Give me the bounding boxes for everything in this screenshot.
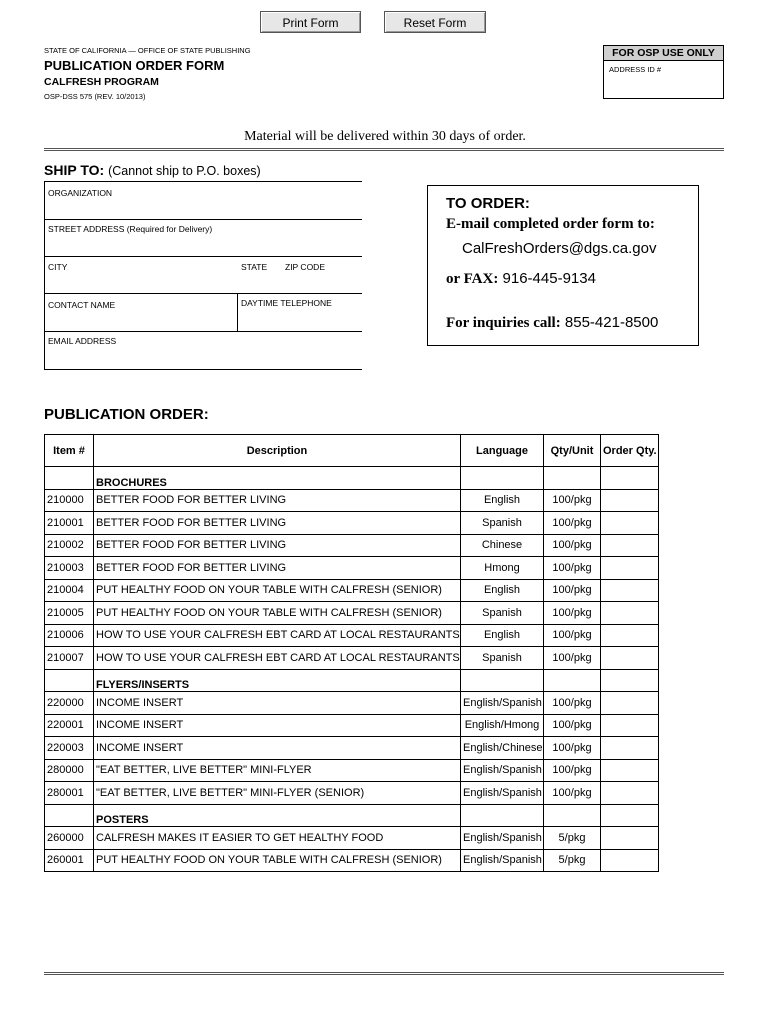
item-language: Chinese xyxy=(461,534,544,557)
item-qty-unit: 100/pkg xyxy=(544,714,601,737)
order-qty-input[interactable] xyxy=(601,849,659,872)
osp-use-box xyxy=(603,45,724,99)
item-description: INCOME INSERT xyxy=(94,714,461,737)
city-line xyxy=(44,293,362,294)
item-language: Hmong xyxy=(461,557,544,580)
item-language: English/Spanish xyxy=(461,849,544,872)
zip-code-field[interactable]: ZIP CODE xyxy=(285,262,325,272)
item-language: English xyxy=(461,624,544,647)
item-number: 210007 xyxy=(45,647,94,670)
item-language: English/Spanish xyxy=(461,759,544,782)
table-row xyxy=(45,827,659,850)
col-description: Description xyxy=(94,435,461,467)
item-qty-unit: 100/pkg xyxy=(544,602,601,625)
order-qty-input[interactable] xyxy=(601,827,659,850)
table-row xyxy=(45,782,659,805)
city-field[interactable]: CITY xyxy=(48,262,68,272)
order-qty-input[interactable] xyxy=(601,647,659,670)
col-language: Language xyxy=(461,435,544,467)
reset-form-button[interactable]: Reset Form xyxy=(384,11,486,33)
item-description: PUT HEALTHY FOOD ON YOUR TABLE WITH CALFRESH (SENIOR) xyxy=(94,602,461,625)
fax-label: or FAX: xyxy=(446,271,499,287)
fax-line xyxy=(446,270,596,288)
order-qty-input[interactable] xyxy=(601,759,659,782)
item-language: Spanish xyxy=(461,602,544,625)
item-number: 210001 xyxy=(45,512,94,535)
item-qty-unit: 100/pkg xyxy=(544,692,601,715)
order-qty-input[interactable] xyxy=(601,624,659,647)
table-row xyxy=(45,849,659,872)
item-qty-unit: 100/pkg xyxy=(544,759,601,782)
item-number: 220000 xyxy=(45,692,94,715)
item-number: 220001 xyxy=(45,714,94,737)
order-qty-input[interactable] xyxy=(601,737,659,760)
inquiries-phone: 855-421-8500 xyxy=(564,314,659,331)
organization-line xyxy=(44,219,362,220)
table-row xyxy=(45,579,659,602)
item-qty-unit: 100/pkg xyxy=(544,782,601,805)
section-order-cell xyxy=(601,804,659,827)
street-address-field[interactable]: STREET ADDRESS (Required for Delivery) xyxy=(48,224,213,234)
order-qty-input[interactable] xyxy=(601,714,659,737)
item-qty-unit: 100/pkg xyxy=(544,512,601,535)
publication-table-body xyxy=(45,467,659,872)
ship-to-left-border xyxy=(44,181,45,369)
item-number: 210003 xyxy=(45,557,94,580)
item-qty-unit: 100/pkg xyxy=(544,534,601,557)
item-description: "EAT BETTER, LIVE BETTER" MINI-FLYER xyxy=(94,759,461,782)
item-number: 210002 xyxy=(45,534,94,557)
section-name: FLYERS/INSERTS xyxy=(94,669,461,692)
contact-line xyxy=(44,331,362,332)
inquiries-line xyxy=(446,314,658,332)
section-language-cell xyxy=(461,467,544,490)
fax-number: 916-445-9134 xyxy=(502,270,596,287)
order-qty-input[interactable] xyxy=(601,489,659,512)
item-language: English xyxy=(461,579,544,602)
table-row xyxy=(45,647,659,670)
item-language: Spanish xyxy=(461,512,544,535)
divider-top xyxy=(44,148,724,151)
ship-to-top-line xyxy=(44,181,362,182)
divider-bottom xyxy=(44,972,724,975)
table-row xyxy=(45,557,659,580)
table-row xyxy=(45,692,659,715)
to-order-title: TO ORDER: xyxy=(446,195,530,212)
order-qty-input[interactable] xyxy=(601,557,659,580)
osp-title: FOR OSP USE ONLY xyxy=(604,46,723,61)
item-number: 280001 xyxy=(45,782,94,805)
form-number: OSP-DSS 575 (REV. 10/2013) xyxy=(44,92,146,101)
table-row xyxy=(45,489,659,512)
table-row xyxy=(45,714,659,737)
form-title: PUBLICATION ORDER FORM xyxy=(44,58,225,73)
item-description: BETTER FOOD FOR BETTER LIVING xyxy=(94,534,461,557)
section-row xyxy=(45,804,659,827)
section-qty-cell xyxy=(544,804,601,827)
table-row xyxy=(45,624,659,647)
street-line xyxy=(44,256,362,257)
order-qty-input[interactable] xyxy=(601,512,659,535)
item-description: HOW TO USE YOUR CALFRESH EBT CARD AT LOCAL RESTAURANTS xyxy=(94,624,461,647)
section-item-cell xyxy=(45,669,94,692)
print-form-button[interactable]: Print Form xyxy=(260,11,361,33)
ship-to-note: (Cannot ship to P.O. boxes) xyxy=(108,164,261,178)
publication-table xyxy=(44,434,659,872)
section-qty-cell xyxy=(544,467,601,490)
organization-field[interactable]: ORGANIZATION xyxy=(48,188,113,198)
item-qty-unit: 5/pkg xyxy=(544,849,601,872)
email-instruction: E-mail completed order form to: xyxy=(446,216,655,232)
table-row xyxy=(45,737,659,760)
item-description: INCOME INSERT xyxy=(94,737,461,760)
table-row xyxy=(45,534,659,557)
item-description: BETTER FOOD FOR BETTER LIVING xyxy=(94,557,461,580)
section-row xyxy=(45,669,659,692)
to-order-box xyxy=(427,185,699,346)
state-field[interactable]: STATE xyxy=(241,262,268,272)
col-order-qty: Order Qty. xyxy=(601,435,659,467)
agency-line: STATE OF CALIFORNIA — OFFICE OF STATE PUBLISHING xyxy=(44,46,251,55)
table-row xyxy=(45,512,659,535)
publication-order-title: PUBLICATION ORDER: xyxy=(44,406,209,423)
order-qty-input[interactable] xyxy=(601,692,659,715)
item-description: PUT HEALTHY FOOD ON YOUR TABLE WITH CALFRESH (SENIOR) xyxy=(94,579,461,602)
item-number: 210004 xyxy=(45,579,94,602)
item-language: English/Spanish xyxy=(461,782,544,805)
section-order-cell xyxy=(601,467,659,490)
item-language: English/Chinese xyxy=(461,737,544,760)
item-language: Spanish xyxy=(461,647,544,670)
program-name: CALFRESH PROGRAM xyxy=(44,76,159,88)
item-number: 260001 xyxy=(45,849,94,872)
item-qty-unit: 100/pkg xyxy=(544,579,601,602)
item-number: 220003 xyxy=(45,737,94,760)
item-number: 260000 xyxy=(45,827,94,850)
item-qty-unit: 100/pkg xyxy=(544,489,601,512)
order-qty-input[interactable] xyxy=(601,602,659,625)
address-id-field[interactable]: ADDRESS ID # xyxy=(609,65,662,74)
phone-divider xyxy=(237,293,238,331)
section-row xyxy=(45,467,659,490)
item-description: CALFRESH MAKES IT EASIER TO GET HEALTHY FOOD xyxy=(94,827,461,850)
item-qty-unit: 100/pkg xyxy=(544,647,601,670)
item-language: English xyxy=(461,489,544,512)
item-language: English/Spanish xyxy=(461,827,544,850)
order-qty-input[interactable] xyxy=(601,782,659,805)
item-description: BETTER FOOD FOR BETTER LIVING xyxy=(94,489,461,512)
item-description: HOW TO USE YOUR CALFRESH EBT CARD AT LOCAL RESTAURANTS xyxy=(94,647,461,670)
order-email[interactable]: CalFreshOrders@dgs.ca.gov xyxy=(462,240,657,257)
item-qty-unit: 100/pkg xyxy=(544,624,601,647)
inquiries-label: For inquiries call: xyxy=(446,315,561,331)
table-row xyxy=(45,759,659,782)
order-qty-input[interactable] xyxy=(601,579,659,602)
section-language-cell xyxy=(461,804,544,827)
item-description: PUT HEALTHY FOOD ON YOUR TABLE WITH CALFRESH (SENIOR) xyxy=(94,849,461,872)
email-address-field[interactable]: EMAIL ADDRESS xyxy=(48,336,117,346)
section-order-cell xyxy=(601,669,659,692)
item-description: INCOME INSERT xyxy=(94,692,461,715)
delivery-note: Material will be delivered within 30 days of order. xyxy=(244,129,526,144)
item-qty-unit: 5/pkg xyxy=(544,827,601,850)
table-row xyxy=(45,602,659,625)
col-item: Item # xyxy=(45,435,94,467)
item-qty-unit: 100/pkg xyxy=(544,557,601,580)
email-line xyxy=(44,369,362,370)
item-qty-unit: 100/pkg xyxy=(544,737,601,760)
item-description: BETTER FOOD FOR BETTER LIVING xyxy=(94,512,461,535)
item-number: 210006 xyxy=(45,624,94,647)
item-language: English/Hmong xyxy=(461,714,544,737)
item-language: English/Spanish xyxy=(461,692,544,715)
contact-name-field[interactable]: CONTACT NAME xyxy=(48,300,116,310)
order-qty-input[interactable] xyxy=(601,534,659,557)
item-number: 210000 xyxy=(45,489,94,512)
section-qty-cell xyxy=(544,669,601,692)
ship-to-title: SHIP TO: xyxy=(44,162,105,178)
section-name: BROCHURES xyxy=(94,467,461,490)
section-item-cell xyxy=(45,467,94,490)
table-header-row xyxy=(45,435,659,467)
item-number: 280000 xyxy=(45,759,94,782)
col-qty-unit: Qty/Unit xyxy=(544,435,601,467)
item-number: 210005 xyxy=(45,602,94,625)
section-name: POSTERS xyxy=(94,804,461,827)
daytime-telephone-field[interactable]: DAYTIME TELEPHONE xyxy=(241,298,332,308)
section-item-cell xyxy=(45,804,94,827)
section-language-cell xyxy=(461,669,544,692)
ship-to-heading xyxy=(44,162,261,178)
item-description: "EAT BETTER, LIVE BETTER" MINI-FLYER (SENIOR) xyxy=(94,782,461,805)
